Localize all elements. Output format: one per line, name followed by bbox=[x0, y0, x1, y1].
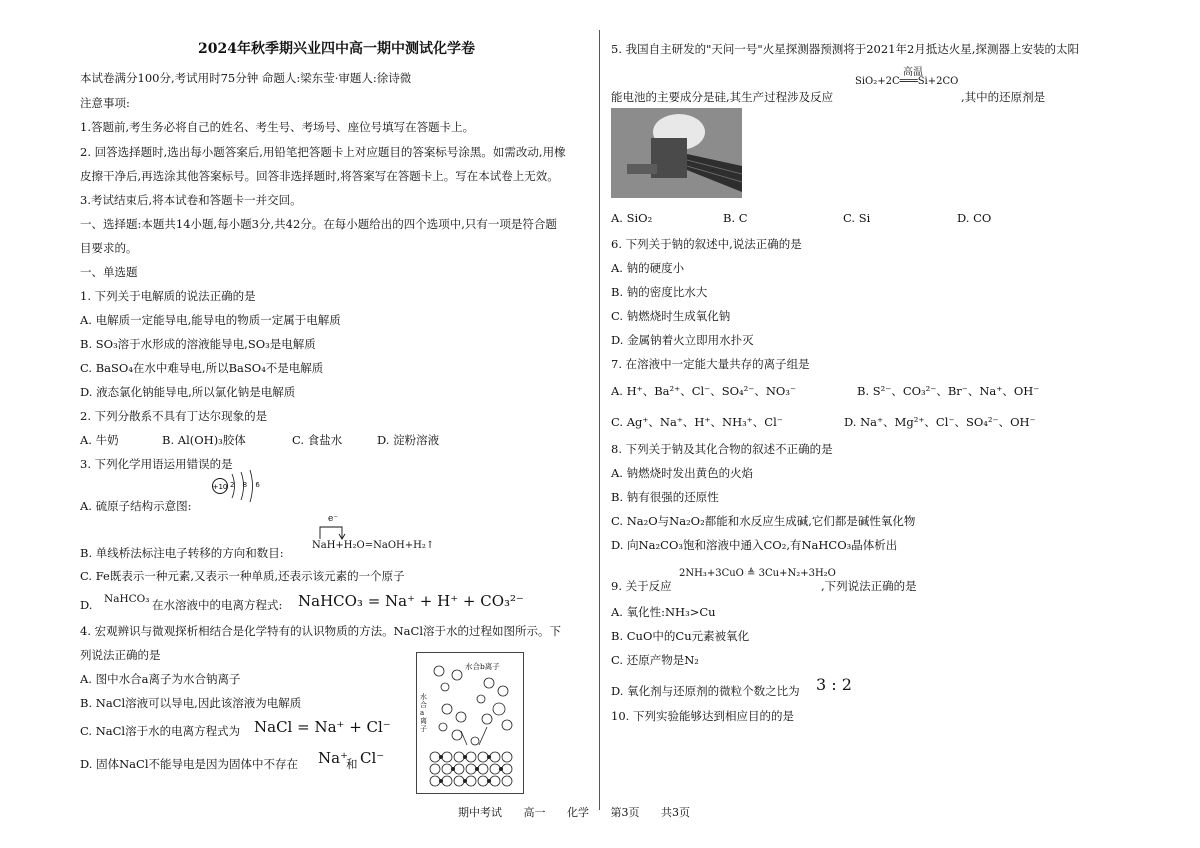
q6-option-b: B. 钠的密度比水大 bbox=[611, 285, 708, 299]
atom-nucleus: +10 bbox=[212, 483, 228, 491]
q8-option-a: A. 钠燃烧时发出黄色的火焰 bbox=[611, 466, 754, 480]
question-6: 6. 下列关于钠的叙述中,说法正确的是 bbox=[611, 237, 802, 251]
q3b-equation: NaH+H₂O=NaOH+H₂↑ bbox=[312, 540, 435, 551]
q9-equation: 2NH₃+3CuO ≜ 3Cu+N₂+3H₂O bbox=[679, 568, 836, 579]
q1-option-c: C. BaSO₄在水中难导电,所以BaSO₄不是电解质 bbox=[80, 361, 324, 375]
question-5-line-b: 能电池的主要成分是硅,其生产过程涉及反应 bbox=[611, 90, 834, 104]
q3-option-b: B. 单线桥法标注电子转移的方向和数目: bbox=[80, 546, 284, 560]
q5-option-d: D. CO bbox=[957, 211, 992, 225]
subsection-heading: 一、单选题 bbox=[80, 265, 138, 279]
q4-option-a: A. 图中水合a离子为水合钠离子 bbox=[80, 672, 241, 686]
q1-option-a: A. 电解质一定能导电,能导电的物质一定属于电解质 bbox=[80, 313, 341, 327]
q4d-cl-ion: Cl⁻ bbox=[360, 749, 385, 767]
question-9-prefix: 9. 关于反应 bbox=[611, 579, 672, 593]
q5-condition: 高温 bbox=[903, 67, 923, 78]
q4c-equation: NaCl = Na⁺ + Cl⁻ bbox=[254, 718, 391, 736]
mars-probe-photo bbox=[611, 108, 742, 198]
question-4-line-b: 列说法正确的是 bbox=[80, 648, 161, 662]
q2-option-a: A. 牛奶 bbox=[80, 433, 119, 447]
q1-option-b: B. SO₃溶于水形成的溶液能导电,SO₃是电解质 bbox=[80, 337, 316, 351]
q8-option-b: B. 钠有很强的还原性 bbox=[611, 490, 719, 504]
q8-option-c: C. Na₂O与Na₂O₂都能和水反应生成碱,它们都是碱性氧化物 bbox=[611, 514, 916, 528]
single-bridge-arrow bbox=[318, 524, 348, 540]
q5-equation: SiO₂+2C═══Si+2CO bbox=[855, 76, 959, 87]
q7-option-b: B. S²⁻、CO₃²⁻、Br⁻、Na⁺、OH⁻ bbox=[857, 384, 1040, 398]
notice-1: 1.答题前,考生务必将自己的姓名、考生号、考场号、座位号填写在答题卡上。 bbox=[80, 120, 475, 134]
q4-option-d: D. 固体NaCl不能导电是因为固体中不存在 bbox=[80, 757, 299, 771]
nacl-ions-illustration bbox=[417, 653, 523, 793]
q4-option-b: B. NaCl溶液可以导电,因此该溶液为电解质 bbox=[80, 696, 302, 710]
q9-option-c: C. 还原产物是N₂ bbox=[611, 653, 699, 667]
footer-grade: 高一 bbox=[523, 806, 546, 819]
q6-option-c: C. 钠燃烧时生成氧化钠 bbox=[611, 309, 731, 323]
section-intro-a: 一、选择题:本题共14小题,每小题3分,共42分。在每小题给出的四个选项中,只有一项是符合题 bbox=[80, 217, 557, 231]
question-1: 1. 下列关于电解质的说法正确的是 bbox=[80, 289, 256, 303]
q3-option-d-prefix: D. bbox=[80, 598, 93, 612]
page-title: 2024年秋季期兴业四中高一期中测试化学卷 bbox=[198, 41, 475, 57]
q6-option-a: A. 钠的硬度小 bbox=[611, 261, 685, 275]
q1-option-d: D. 液态氯化钠能导电,所以氯化钠是电解质 bbox=[80, 385, 296, 399]
q9d-ratio: 3 : 2 bbox=[816, 675, 852, 694]
q2-option-d: D. 淀粉溶液 bbox=[377, 433, 440, 447]
notice-2b: 皮擦干净后,再选涂其他答案标号。回答非选择题时,将答案写在答题卡上。写在本试卷上无效。 bbox=[80, 169, 559, 183]
q8-option-d: D. 向Na₂CO₃饱和溶液中通入CO₂,有NaHCO₃晶体析出 bbox=[611, 538, 898, 552]
notice-3: 3.考试结束后,将本试卷和答题卡一并交回。 bbox=[80, 193, 302, 207]
footer-exam: 期中考试 bbox=[458, 806, 502, 819]
q3d-equation: NaHCO₃ = Na⁺ + H⁺ + CO₃²⁻ bbox=[298, 592, 524, 610]
question-10: 10. 下列实验能够达到相应目的的是 bbox=[611, 709, 794, 723]
q2-option-b: B. Al(OH)₃胶体 bbox=[162, 433, 246, 447]
q3-option-c: C. Fe既表示一种元素,又表示一种单质,还表示该元素的一个原子 bbox=[80, 569, 405, 583]
exam-meta: 本试卷满分100分,考试用时75分钟 命题人:梁东莹·审题人:徐诗微 bbox=[80, 71, 412, 85]
q3d-compound: NaHCO₃ bbox=[104, 593, 150, 605]
q5-option-a: A. SiO₂ bbox=[611, 211, 653, 225]
section-intro-b: 目要求的。 bbox=[80, 241, 138, 255]
q7-option-c: C. Ag⁺、Na⁺、H⁺、NH₃⁺、Cl⁻ bbox=[611, 415, 783, 429]
q4d-na-ion: Na⁺ bbox=[318, 749, 348, 767]
footer-subject: 化学 bbox=[567, 806, 589, 819]
q7-option-a: A. H⁺、Ba²⁺、Cl⁻、SO₄²⁻、NO₃⁻ bbox=[611, 384, 797, 398]
nacl-dissolution-figure bbox=[416, 652, 524, 794]
q4d-and: 和 bbox=[346, 757, 358, 771]
figure-label-hydrated-b: 水合b离子 bbox=[465, 662, 500, 671]
q9-option-b: B. CuO中的Cu元素被氧化 bbox=[611, 629, 750, 643]
sulfur-atom-diagram bbox=[210, 466, 266, 508]
atom-shells: 2 8 6 bbox=[230, 481, 263, 489]
footer-total: 共3页 bbox=[661, 806, 690, 819]
notice-2a: 2. 回答选择题时,选出每小题答案后,用铅笔把答题卡上对应题目的答案标号涂黑。如需改动,用橡 bbox=[80, 145, 566, 159]
question-3: 3. 下列化学用语运用错误的是 bbox=[80, 457, 233, 471]
q3d-text: 在水溶液中的电离方程式: bbox=[152, 598, 283, 612]
q4-option-c: C. NaCl溶于水的电离方程式为 bbox=[80, 724, 241, 738]
q9-option-d: D. 氧化剂与还原剂的微粒个数之比为 bbox=[611, 684, 800, 698]
page-footer bbox=[458, 804, 708, 820]
question-9-suffix: ,下列说法正确的是 bbox=[821, 579, 917, 593]
question-4-line-a: 4. 宏观辨识与微观探析相结合是化学特有的认识物质的方法。NaCl溶于水的过程如图所示。下 bbox=[80, 624, 562, 638]
q7-option-d: D. Na⁺、Mg²⁺、Cl⁻、SO₄²⁻、OH⁻ bbox=[844, 415, 1036, 429]
figure-label-hydrated-a: 水合a离子 bbox=[420, 693, 427, 733]
q3-option-a: A. 硫原子结构示意图: bbox=[80, 499, 192, 513]
q5-option-b: B. C bbox=[723, 211, 748, 225]
q2-option-c: C. 食盐水 bbox=[292, 433, 343, 447]
question-7: 7. 在溶液中一定能大量共存的离子组是 bbox=[611, 357, 810, 371]
question-2: 2. 下列分散系不具有丁达尔现象的是 bbox=[80, 409, 268, 423]
q5-option-c: C. Si bbox=[843, 211, 871, 225]
q6-option-d: D. 金属钠着火立即用水扑灭 bbox=[611, 333, 754, 347]
question-8: 8. 下列关于钠及其化合物的叙述不正确的是 bbox=[611, 442, 833, 456]
notice-heading: 注意事项: bbox=[80, 96, 130, 110]
footer-page: 第3页 bbox=[610, 806, 640, 819]
question-5-line-a: 5. 我国自主研发的"天问一号"火星探测器预测将于2021年2月抵达火星,探测器上安装的太阳 bbox=[611, 42, 1079, 56]
q3b-electron-label: e⁻ bbox=[328, 514, 339, 524]
question-5-line-c: ,其中的还原剂是 bbox=[961, 90, 1046, 104]
column-divider bbox=[599, 30, 600, 810]
q9-option-a: A. 氧化性:NH₃>Cu bbox=[611, 605, 716, 619]
